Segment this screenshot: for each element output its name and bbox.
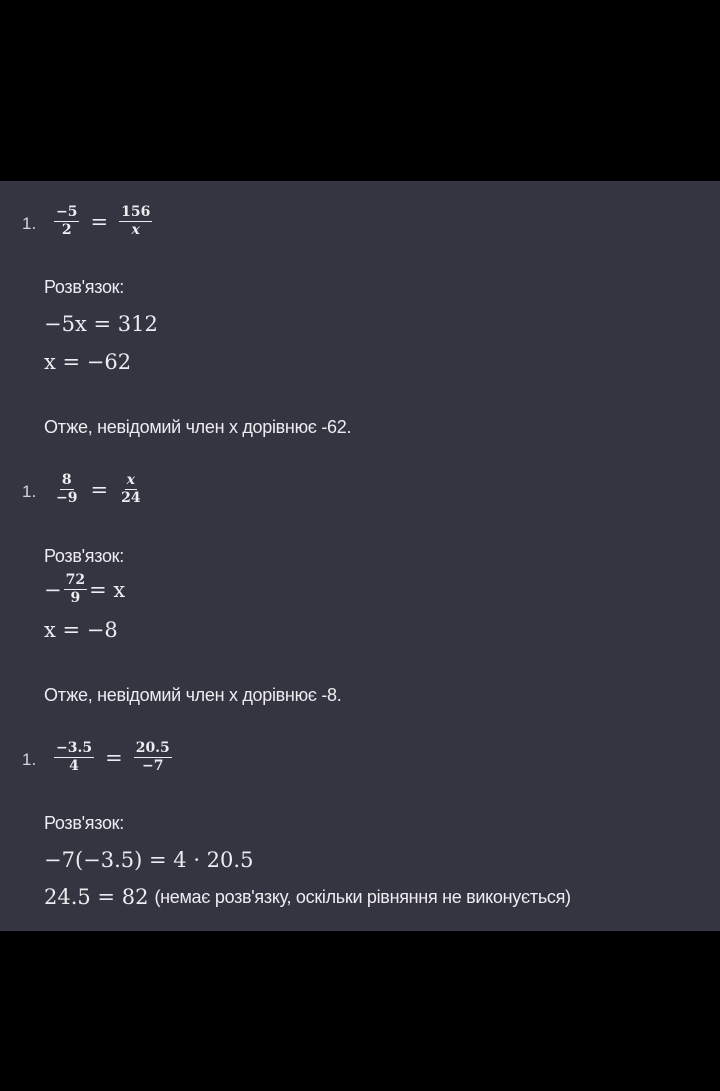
equation: $\frac{-3.5}{4}$ = $\frac{20.5}{-7}$ — [56, 740, 170, 774]
list-number: 1. — [22, 482, 37, 501]
response-panel — [0, 181, 720, 931]
conclusion: Отже, невідомий член x дорівнює -62. — [44, 417, 352, 437]
equation: $\frac{8}{-9}$ = $\frac{x}{24}$ — [56, 472, 141, 506]
step-line: 24.5 = 82 (немає розв'язку, оскільки рівняння не виконується) — [44, 885, 571, 909]
rhs-fraction: $\frac{x}{24}$ — [121, 472, 141, 506]
list-number: 1. — [22, 214, 37, 233]
step-note: (немає розв'язку, оскільки рівняння не виконується) — [154, 886, 571, 907]
step-line: −7(−3.5) = 4 · 20.5 — [44, 848, 254, 872]
lhs-fraction: $\frac{8}{-9}$ — [56, 472, 78, 506]
step-line: x = −8 — [44, 618, 118, 642]
step-line: −5x = 312 — [44, 312, 158, 336]
lhs-fraction: $\frac{-3.5}{4}$ — [56, 740, 93, 774]
lhs-fraction: $\frac{-5}{2}$ — [56, 204, 78, 238]
step-fraction: $\frac{72}{9}$ — [65, 572, 86, 606]
equation: $\frac{-5}{2}$ = $\frac{156}{x}$ — [56, 204, 151, 238]
list-number: 1. — [22, 750, 37, 769]
step-line: − $\frac{72}{9}$ = x — [44, 572, 126, 606]
conclusion: Отже, невідомий член x дорівнює -8. — [44, 685, 342, 705]
solution-label: Розв'язок: — [44, 813, 124, 833]
solution-label: Розв'язок: — [44, 546, 124, 566]
rhs-fraction: $\frac{156}{x}$ — [121, 204, 151, 238]
solution-label: Розв'язок: — [44, 277, 124, 297]
step-line: x = −62 — [44, 350, 132, 374]
rhs-fraction: $\frac{20.5}{-7}$ — [135, 740, 170, 774]
